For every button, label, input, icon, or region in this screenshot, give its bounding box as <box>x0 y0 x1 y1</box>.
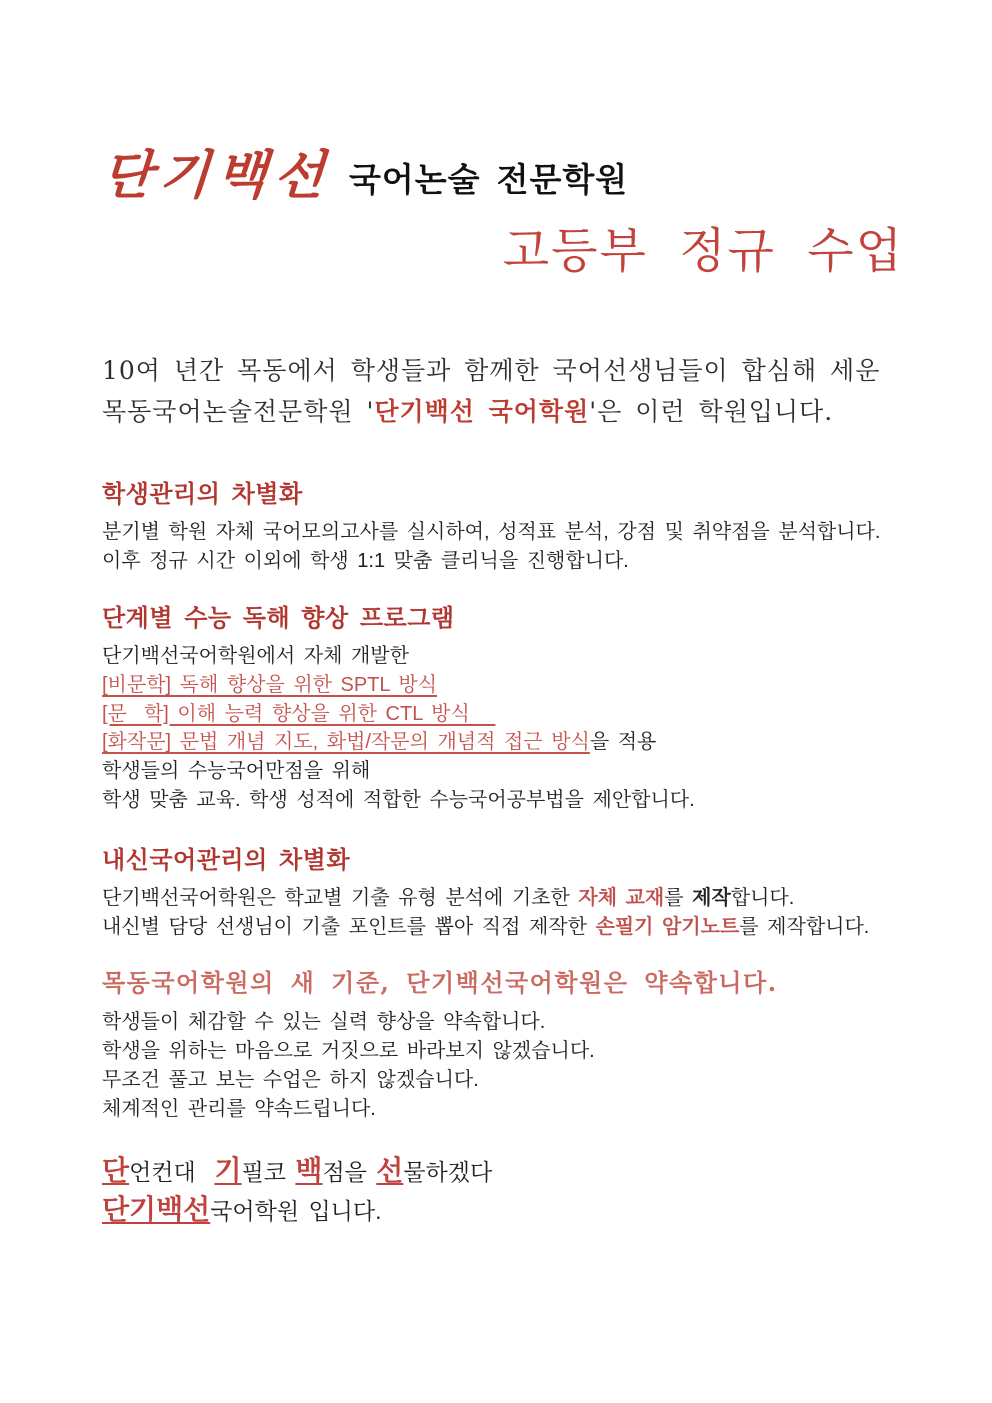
academy-logo <box>99 145 629 206</box>
section-reading-program <box>102 604 942 815</box>
text-line <box>102 757 942 786</box>
text-line <box>102 1191 942 1230</box>
text-segment: 학생 맞춤 교육. 학생 성적에 적합한 수능국어공부법을 제안합니다. <box>102 788 695 811</box>
section-closing-acrostic <box>102 1152 942 1230</box>
text-segment: 무조건 풀고 보는 수업은 하지 않겠습니다. <box>102 1069 479 1091</box>
section-heading: 목동국어학원의 새 기준, 단기백선국어학원은 약속합니다. <box>102 968 778 997</box>
text-segment: 체계적인 관리를 약속드립니다. <box>102 1098 376 1120</box>
text-segment: 제작 <box>692 887 731 909</box>
logo-script-text: 단기백선 <box>99 145 334 206</box>
text-line <box>102 1095 942 1124</box>
text-line <box>102 642 942 671</box>
text-line <box>102 728 942 757</box>
section-promise <box>102 968 942 1124</box>
text-segment: 합니다. <box>730 887 795 909</box>
text-segment: [문 학] 이해 능력 향상을 위한 CTL 방식 <box>102 702 496 725</box>
text-segment: 학생을 위하는 마음으로 거짓으로 바라보지 않겠습니다. <box>102 1040 595 1062</box>
text-segment: 국어학원 입니다. <box>210 1198 382 1224</box>
text-line <box>102 1008 942 1037</box>
text-line <box>102 1152 942 1191</box>
section-heading: 단계별 수능 독해 향상 프로그램 <box>102 605 455 632</box>
text-line <box>102 518 942 547</box>
text-line <box>102 671 942 700</box>
text-segment: 자체 교재 <box>578 887 665 909</box>
text-line <box>102 786 942 815</box>
text-segment: 내신별 담당 선생님이 기출 포인트를 뽑아 직접 제작한 <box>102 916 596 938</box>
text-segment: 목동국어논술전문학원 ' <box>102 397 375 426</box>
text-segment: 분기별 학원 자체 국어모의고사를 실시하여, 성적표 분석, 강점 및 취약점을 분석합니다. <box>102 521 881 543</box>
text-segment: 선 <box>376 1155 404 1186</box>
text-segment: 백 <box>295 1155 323 1186</box>
text-segment: 를 <box>664 887 693 909</box>
text-segment: 단기백선국어학원에서 자체 개발한 <box>102 645 409 667</box>
text-line <box>102 1066 942 1095</box>
section-body <box>102 642 942 815</box>
text-line <box>102 547 942 576</box>
text-segment: 단 <box>102 1155 130 1186</box>
text-segment: 학생들의 수능국어만점을 위해 <box>102 760 371 783</box>
page-title: 고등부 정규 수업 <box>502 225 904 278</box>
text-segment: 물하겠다 <box>403 1159 493 1185</box>
text-segment: 학생들이 체감할 수 있는 실력 향상을 약속합니다. <box>102 1011 546 1033</box>
intro-paragraph <box>102 350 932 432</box>
text-line <box>102 913 942 942</box>
text-line <box>102 350 932 391</box>
text-segment: [비문학] 독해 향상을 위한 SPTL 방식 <box>102 673 438 696</box>
text-line <box>102 700 942 729</box>
section-body <box>102 518 942 576</box>
text-segment: 손필기 암기노트 <box>595 916 740 938</box>
text-segment: 를 제작합니다. <box>739 916 870 938</box>
text-line <box>102 884 942 913</box>
logo-suffix-text: 국어논술 전문학원 <box>348 161 629 198</box>
text-line <box>102 391 932 432</box>
text-segment: [화작문] 문법 개념 지도, 화법/작문의 개념적 접근 방식 <box>102 731 590 754</box>
text-line <box>102 1037 942 1066</box>
section-body <box>102 1152 942 1230</box>
text-segment: 단기백선 국어학원 <box>374 397 590 426</box>
text-segment: 이후 정규 시간 이외에 학생 1:1 맞춤 클리닉을 진행합니다. <box>102 550 629 572</box>
text-segment: 단기백선국어학원은 학교별 기출 유형 분석에 기초한 <box>102 887 579 909</box>
section-heading: 학생관리의 차별화 <box>102 481 303 508</box>
text-segment: 단기백선 <box>102 1194 211 1225</box>
text-segment: 점을 <box>322 1159 377 1185</box>
text-segment: '은 이런 학원입니다. <box>589 397 834 426</box>
text-segment: 필코 <box>241 1159 296 1185</box>
text-segment: 언컨대 <box>129 1159 215 1185</box>
section-body <box>102 884 942 942</box>
text-segment: 기 <box>214 1155 242 1186</box>
section-student-management <box>102 480 942 576</box>
section-heading: 내신국어관리의 차별화 <box>102 847 351 874</box>
section-body <box>102 1008 942 1124</box>
text-segment: 을 적용 <box>589 731 657 754</box>
section-naesin-management <box>102 846 942 942</box>
text-segment: 10여 년간 목동에서 학생들과 함께한 국어선생님들이 합심해 세운 <box>102 356 881 385</box>
